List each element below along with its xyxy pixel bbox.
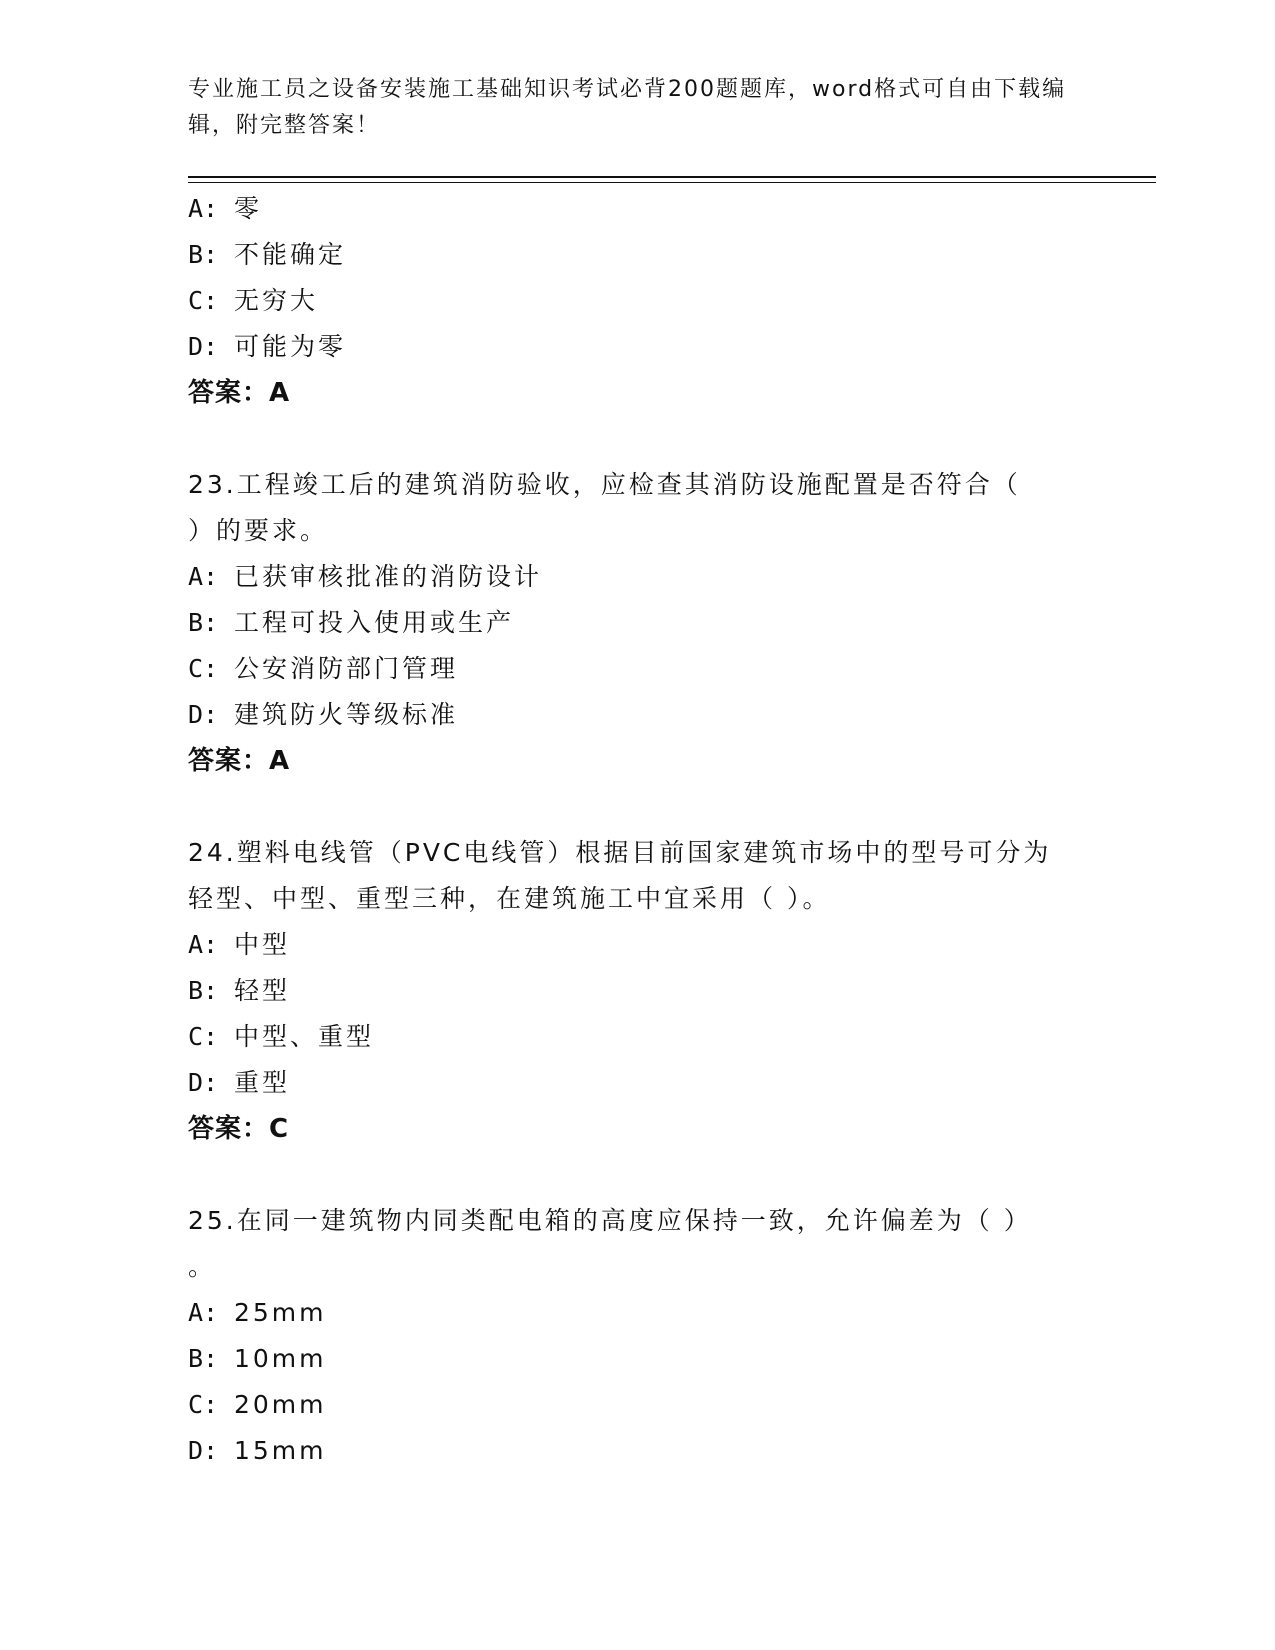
question-text-line-2: ）的要求。: [188, 516, 329, 545]
option-text: 公安消防部门管理: [234, 654, 459, 683]
option-text: 建筑防火等级标准: [234, 700, 459, 729]
question-text-line-2: 轻型、中型、重型三种，在建筑施工中宜采用（ ）。: [188, 884, 831, 913]
option-d: [188, 1060, 1068, 1106]
option-label: A:: [188, 194, 219, 223]
question-text-line-1: 24.塑料电线管（PVC电线管）根据目前国家建筑市场中的型号可分为: [188, 838, 1052, 867]
option-text: 零: [234, 194, 263, 223]
header-divider-thin: [188, 182, 1156, 183]
option-text: 轻型: [234, 976, 291, 1005]
option-label: D:: [188, 1068, 219, 1097]
answer: 答案：C: [188, 1114, 290, 1144]
option-c: [188, 1382, 1068, 1428]
option-label: B:: [188, 976, 219, 1005]
option-label: A:: [188, 1298, 219, 1327]
option-d: [188, 324, 1068, 370]
option-text: 重型: [234, 1068, 291, 1097]
option-text: 无穷大: [234, 286, 319, 315]
option-a: [188, 1290, 1068, 1336]
option-a: [188, 922, 1068, 968]
option-label: A:: [188, 562, 219, 591]
spacer: [188, 416, 1068, 462]
option-label: D:: [188, 1436, 219, 1465]
option-text: 不能确定: [234, 240, 347, 269]
option-text: 已获审核批准的消防设计: [234, 562, 543, 591]
option-text: 25mm: [234, 1298, 327, 1327]
option-label: C:: [188, 1390, 219, 1419]
option-label: C:: [188, 1022, 219, 1051]
document-title: 专业施工员之设备安装施工基础知识考试必背200题题库，word格式可自由下载编辑，附完整答案！: [188, 77, 1067, 138]
option-label: A:: [188, 930, 219, 959]
option-a: [188, 554, 1068, 600]
option-b: [188, 232, 1068, 278]
question-list: [188, 186, 1068, 1474]
question-text-line-1: 25.在同一建筑物内同类配电箱的高度应保持一致，允许偏差为（ ）: [188, 1206, 1032, 1235]
option-c: [188, 646, 1068, 692]
option-label: B:: [188, 608, 219, 637]
answer: 答案：A: [188, 378, 291, 408]
question-22: [188, 186, 1068, 416]
question-25: [188, 1198, 1068, 1474]
option-label: C:: [188, 654, 219, 683]
option-text: 中型、重型: [234, 1022, 375, 1051]
option-label: C:: [188, 286, 219, 315]
spacer: [188, 784, 1068, 830]
option-c: [188, 278, 1068, 324]
question-24: [188, 830, 1068, 1152]
option-b: [188, 1336, 1068, 1382]
question-text-line-1: 23.工程竣工后的建筑消防验收，应检查其消防设施配置是否符合（: [188, 470, 1021, 499]
option-text: 20mm: [234, 1390, 327, 1419]
spacer: [188, 1152, 1068, 1198]
option-d: [188, 1428, 1068, 1474]
option-text: 工程可投入使用或生产: [234, 608, 515, 637]
answer: 答案：A: [188, 746, 291, 776]
option-c: [188, 1014, 1068, 1060]
option-label: D:: [188, 700, 219, 729]
option-text: 可能为零: [234, 332, 347, 361]
header-divider-thick: [188, 176, 1156, 178]
question-text-line-2: 。: [188, 1252, 217, 1281]
question-23: [188, 462, 1068, 784]
option-text: 15mm: [234, 1436, 327, 1465]
option-text: 中型: [234, 930, 291, 959]
option-b: [188, 968, 1068, 1014]
option-label: B:: [188, 240, 219, 269]
option-b: [188, 600, 1068, 646]
option-d: [188, 692, 1068, 738]
option-label: D:: [188, 332, 219, 361]
option-text: 10mm: [234, 1344, 327, 1373]
option-label: B:: [188, 1344, 219, 1373]
option-a: [188, 186, 1068, 232]
